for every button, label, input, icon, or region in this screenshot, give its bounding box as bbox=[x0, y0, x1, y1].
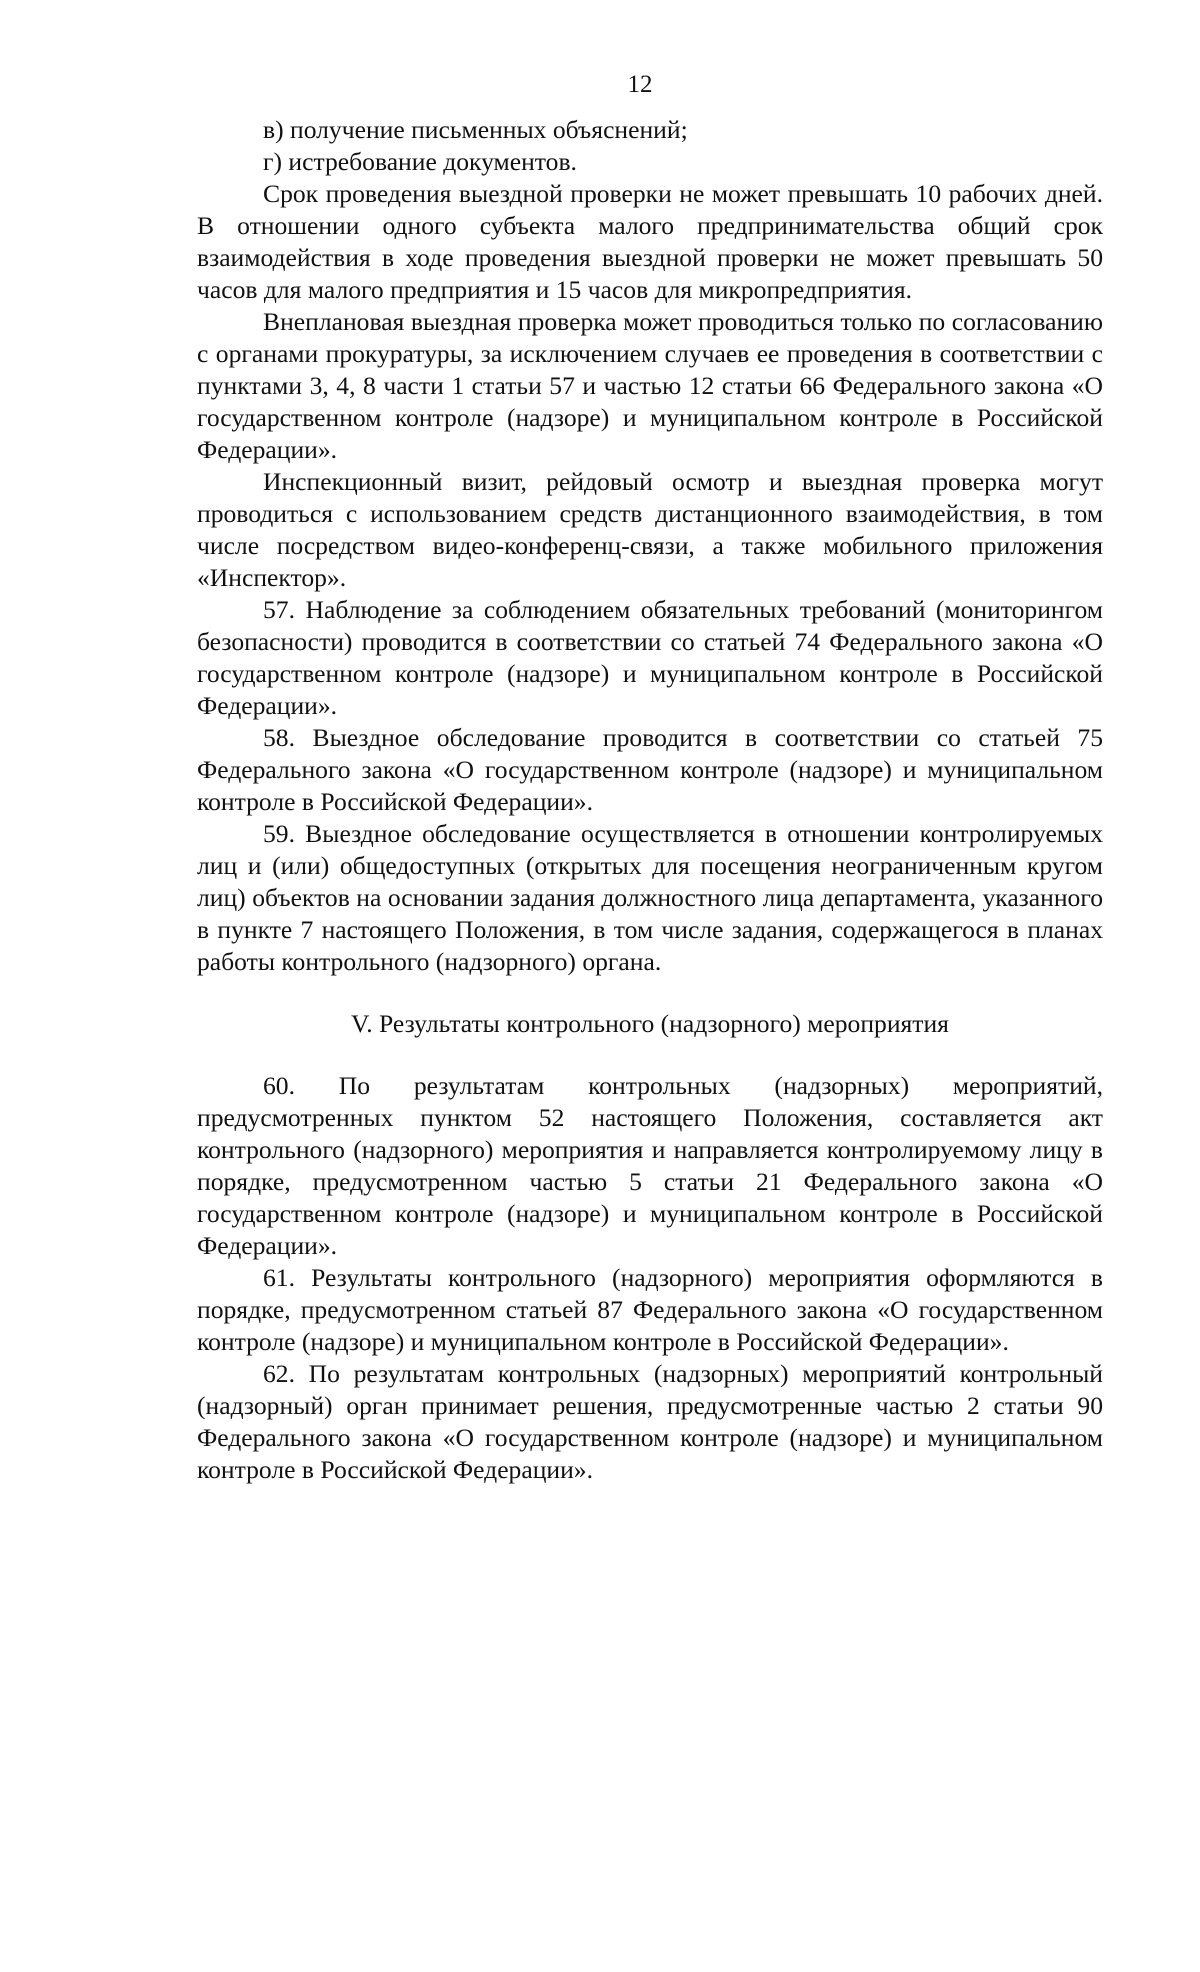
paragraph-61: 61. Результаты контрольного (надзорного) мероприятия оформляются в порядке, предусмотренном статьей 87 Федерального закона «О государственном контроле (надзоре) и муниципальном контроле в Российской Федерации». bbox=[197, 1263, 1103, 1356]
paragraph-62: 62. По результатам контрольных (надзорных) мероприятий контрольный (надзорный) орган принимает решения, предусмотренные частью 2 статьи 90 Федерального закона «О государственном контроле (надзоре) и муниципальном контроле в Российской Федерации». bbox=[197, 1359, 1103, 1484]
document-body bbox=[197, 114, 1103, 1486]
paragraph-remote-interaction: Инспекционный визит, рейдовый осмотр и выездная проверка могут проводиться с использованием средств дистанционного взаимодействия, в том числе посредством видео-конференц-связи, а также мобильного приложения «Инспектор». bbox=[197, 467, 1103, 592]
paragraph-60: 60. По результатам контрольных (надзорных) мероприятий, предусмотренных пунктом 52 настоящего Положения, составляется акт контрольного (надзорного) мероприятия и направляется контролируемому лицу в порядке, предусмотренном частью 5 статьи 21 Федерального закона «О государственном контроле (надзоре) и муниципальном контроле в Российской Федерации». bbox=[197, 1071, 1103, 1260]
paragraph-58: 58. Выездное обследование проводится в соответствии со статьей 75 Федерального закона «О государственном контроле (надзоре) и муниципальном контроле в Российской Федерации». bbox=[197, 723, 1103, 816]
section-heading: V. Результаты контрольного (надзорного) мероприятия bbox=[351, 1009, 949, 1038]
paragraph-59: 59. Выездное обследование осуществляется в отношении контролируемых лиц и (или) общедоступных (открытых для посещения неограниченным кругом лиц) объектов на основании задания должностного лица департамента, указанного в пункте 7 настоящего Положения, в том числе задания, содержащегося в планах работы контрольного (надзорного) органа. bbox=[197, 819, 1103, 976]
list-item-g: г) истребование документов. bbox=[263, 147, 577, 176]
page-number: 12 bbox=[627, 71, 653, 98]
paragraph-unscheduled-inspection: Внеплановая выездная проверка может проводиться только по согласованию с органами прокуратуры, за исключением случаев ее проведения в соответствии с пунктами 3, 4, 8 части 1 статьи 57 и частью 12 статьи 66 Федерального закона «О государственном контроле (надзоре) и муниципальном контроле в Российской Федерации». bbox=[197, 307, 1103, 464]
paragraph-inspection-duration: Срок проведения выездной проверки не может превышать 10 рабочих дней. В отношении одного субъекта малого предпринимательства общий срок взаимодействия в ходе проведения выездной проверки не может превышать 50 часов для малого предприятия и 15 часов для микропредприятия. bbox=[197, 179, 1103, 304]
list-item-v: в) получение письменных объяснений; bbox=[263, 115, 688, 144]
paragraph-57: 57. Наблюдение за соблюдением обязательных требований (мониторингом безопасности) проводится в соответствии со статьей 74 Федерального закона «О государственном контроле (надзоре) и муниципальном контроле в Российской Федерации». bbox=[197, 595, 1103, 720]
